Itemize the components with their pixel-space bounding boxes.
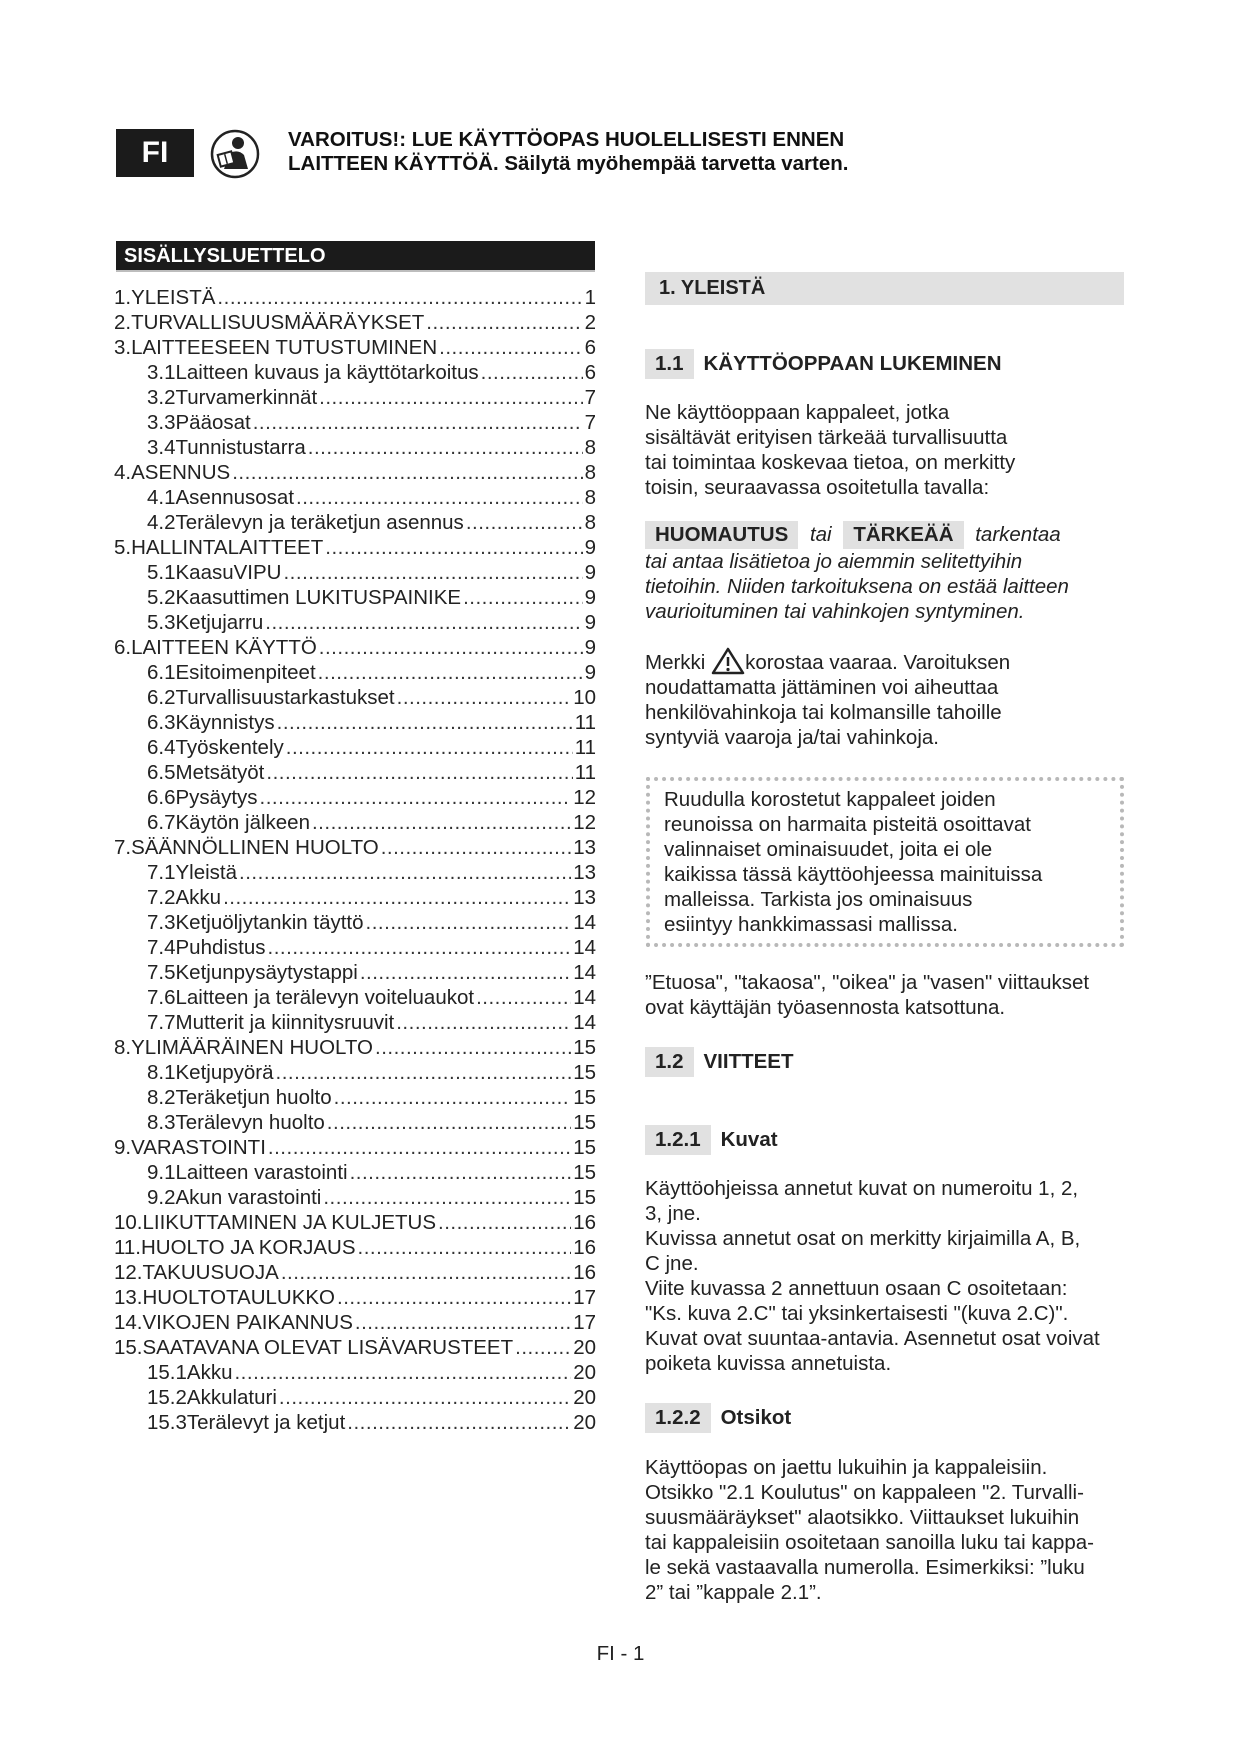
toc-item[interactable] (114, 961, 596, 986)
headings-paragraph (645, 1455, 1135, 1605)
toc-leader-dots (438, 1211, 571, 1235)
toc-item-page: 16 (573, 1261, 596, 1284)
text-fragment: korostaa vaaraa. Varoituksen (745, 651, 1011, 674)
text-line: vaurioituminen tai vahinkojen syntyminen. (645, 600, 1025, 623)
figures-paragraph (645, 1176, 1135, 1376)
toc-item[interactable] (114, 611, 596, 636)
toc-item-number: 3.4 (147, 436, 176, 459)
note-paragraph (645, 521, 1135, 624)
toc-item-number: 7.7 (147, 1011, 176, 1034)
toc-item-page: 9 (584, 586, 596, 609)
toc-leader-dots (323, 1186, 571, 1210)
toc-leader-dots (358, 1236, 572, 1260)
toc-leader-dots (277, 711, 573, 735)
toc-item-page: 9 (584, 611, 596, 634)
text-line: Käyttöohjeissa annetut kuvat on numeroitu 1, 2, (645, 1177, 1079, 1200)
toc-item[interactable] (114, 1036, 596, 1061)
text-line: 2” tai ”kappale 2.1”. (645, 1581, 822, 1604)
toc-leader-dots (319, 386, 582, 410)
toc-leader-dots (239, 861, 571, 885)
toc-leader-dots (234, 1361, 571, 1385)
toc-item-number: 4.1 (147, 486, 176, 509)
optional-features-box (646, 777, 1124, 947)
toc-item-label: Puhdistus (175, 936, 266, 959)
toc-item-number: 6.4 (147, 736, 176, 759)
toc-leader-dots (286, 736, 573, 760)
toc-item-page: 8 (584, 486, 596, 509)
toc-item-page: 20 (573, 1386, 596, 1409)
toc-item-number: 7.3 (147, 911, 176, 934)
huomautus-tag: HUOMAUTUS (645, 521, 798, 549)
toc-leader-dots (283, 561, 582, 585)
toc-item[interactable] (114, 811, 596, 836)
toc-item-label: Laitteen varastointi (175, 1161, 348, 1184)
toc-item-page: 1 (584, 286, 596, 309)
text-line: suusmääräykset" alaotsikko. Viittaukset lukuihin (645, 1506, 1080, 1529)
toc-leader-dots (476, 986, 571, 1010)
text-line: Käyttöopas on jaettu lukuihin ja kappaleisiin. (645, 1456, 1048, 1479)
toc-item-label: Ketjunpysäytystappi (175, 961, 358, 984)
toc-item-number: 6.5 (147, 761, 176, 784)
text-line: C jne. (645, 1252, 699, 1275)
toc-item-label: TAKUUSUOJA (142, 1261, 279, 1284)
toc-item-page: 12 (573, 786, 596, 809)
toc-item-page: 15 (573, 1161, 596, 1184)
toc-item[interactable] (114, 586, 596, 611)
text-line: esiintyy hankkimassasi mallissa. (664, 913, 958, 936)
toc-item-label: Akun varastointi (175, 1186, 322, 1209)
toc-leader-dots (281, 1261, 571, 1285)
toc-item-number: 1. (114, 286, 132, 309)
toc-leader-dots (515, 1336, 571, 1360)
toc-leader-dots (366, 911, 572, 935)
toc-item-number: 5.1 (147, 561, 176, 584)
toc-leader-dots (375, 1036, 571, 1060)
text-line: malleissa. Tarkista jos ominaisuus (664, 888, 973, 911)
toc-item[interactable] (114, 1236, 596, 1261)
toc-item-number: 9.2 (147, 1186, 176, 1209)
subsection-heading-1-1 (645, 349, 1002, 379)
toc-item-label: Laitteen kuvaus ja käyttötarkoitus (175, 361, 479, 384)
toc-item[interactable] (114, 286, 596, 311)
toc-item-label: SÄÄNNÖLLINEN HUOLTO (131, 836, 379, 859)
toc-item[interactable] (114, 761, 596, 786)
toc-item-label: LAITTEESEEN TUTUSTUMINEN (131, 336, 438, 359)
warning-line-2: LAITTEEN KÄYTTÖÄ. Säilytä myöhempää tarvetta varten. (288, 152, 849, 175)
toc-item-number: 7.5 (147, 961, 176, 984)
toc-leader-dots (396, 1011, 571, 1035)
toc-item-number: 3. (114, 336, 132, 359)
toc-item[interactable] (114, 886, 596, 911)
toc-item-page: 16 (573, 1211, 596, 1234)
toc-item[interactable] (114, 836, 596, 861)
subsection-heading-1-2 (645, 1047, 793, 1077)
toc-leader-dots (260, 786, 572, 810)
text-line: Kuvissa annetut osat on merkitty kirjaimilla A, B, (645, 1227, 1081, 1250)
toc-leader-dots (463, 586, 583, 610)
text-line: syntyviä vaaroja ja/tai vahinkoja. (645, 726, 939, 749)
toc-item-number: 4.2 (147, 511, 176, 534)
toc-item-label: VARASTOINTI (131, 1136, 266, 1159)
toc-leader-dots (466, 511, 583, 535)
toc-leader-dots (318, 661, 583, 685)
subsection-heading-1-2-2 (645, 1403, 791, 1433)
toc-item-page: 9 (584, 536, 596, 559)
toc-item-number: 15.1 (147, 1361, 187, 1384)
toc-item-number: 12. (114, 1261, 143, 1284)
text-line: kaikissa tässä käyttöohjeessa mainituissa (664, 863, 1043, 886)
tarkeaa-tag: TÄRKEÄÄ (843, 521, 963, 549)
note-first-word: tarkentaa (975, 523, 1061, 546)
direction-references-paragraph (645, 970, 1135, 1020)
text-line: Viite kuvassa 2 annettuun osaan C osoitetaan: (645, 1277, 1068, 1300)
toc-item[interactable] (114, 436, 596, 461)
toc-item[interactable] (114, 1136, 596, 1161)
page-number: FI - 1 (596, 1642, 645, 1665)
toc-item[interactable] (114, 711, 596, 736)
toc-leader-dots (337, 1286, 571, 1310)
subsection-title: Kuvat (720, 1128, 778, 1151)
toc-item-number: 3.1 (147, 361, 176, 384)
toc-item-page: 9 (584, 561, 596, 584)
subsection-number: 1.2.1 (645, 1125, 711, 1155)
toc-item-label: SAATAVANA OLEVAT LISÄVARUSTEET (142, 1336, 514, 1359)
text-line: tai kappaleisiin osoitetaan sanoilla luku tai kappa- (645, 1531, 1095, 1554)
subsection-number: 1.2.2 (645, 1403, 711, 1433)
toc-item-page: 17 (573, 1311, 596, 1334)
warning-header (288, 128, 948, 176)
toc-item-label: HUOLTOTAULUKKO (142, 1286, 336, 1309)
section-title: 1. YLEISTÄ (645, 272, 1124, 305)
toc-item-number: 3.3 (147, 411, 176, 434)
text-line: 3, jne. (645, 1202, 701, 1225)
toc-leader-dots (397, 686, 572, 710)
toc-item[interactable] (114, 861, 596, 886)
toc-item[interactable] (114, 1161, 596, 1186)
toc-item-label: Akku (175, 886, 222, 909)
toc-leader-dots (253, 411, 583, 435)
toc-item-page: 15 (573, 1111, 596, 1134)
toc-item-page: 13 (573, 861, 596, 884)
toc-item-page: 14 (573, 961, 596, 984)
toc-item-number: 7.6 (147, 986, 176, 1009)
text-line: tai toimintaa koskevaa tietoa, on merkitty (645, 451, 1016, 474)
toc-item[interactable] (114, 1111, 596, 1136)
text-line: valinnaiset ominaisuudet, joita ei ole (664, 838, 993, 861)
toc-item-number: 5. (114, 536, 132, 559)
toc-item-number: 5.2 (147, 586, 176, 609)
toc-item[interactable] (114, 511, 596, 536)
text-line: tietoihin. Niiden tarkoituksena on estää laitteen (645, 575, 1069, 598)
toc-leader-dots (347, 1411, 571, 1435)
toc-leader-dots (319, 636, 583, 660)
toc-leader-dots (312, 811, 571, 835)
text-line: Kuvat ovat suuntaa-antavia. Asennetut osat voivat (645, 1327, 1100, 1350)
toc-item[interactable] (114, 661, 596, 686)
toc-leader-dots (325, 536, 582, 560)
subsection-title: Otsikot (720, 1406, 792, 1429)
toc-item-label: Käynnistys (175, 711, 275, 734)
subsection-title: VIITTEET (703, 1050, 794, 1073)
toc-item-page: 17 (573, 1286, 596, 1309)
subsection-number: 1.1 (645, 349, 694, 379)
toc-item-page: 13 (573, 836, 596, 859)
toc-item[interactable] (114, 486, 596, 511)
toc-item[interactable] (114, 786, 596, 811)
toc-item-page: 8 (584, 511, 596, 534)
toc-item-page: 7 (584, 411, 596, 434)
toc-item[interactable] (114, 386, 596, 411)
toc-item-label: Kaasuttimen LUKITUSPAINIKE (175, 586, 462, 609)
text-line: Ruudulla korostetut kappaleet joiden (664, 788, 996, 811)
toc-item-page: 20 (573, 1361, 596, 1384)
subsection-number: 1.2 (645, 1047, 694, 1077)
toc-item-page: 2 (584, 311, 596, 334)
toc-item-page: 10 (573, 686, 596, 709)
toc-item[interactable] (114, 1286, 596, 1311)
toc-item-label: Turvallisuustarkastukset (175, 686, 395, 709)
toc-item-number: 6.6 (147, 786, 176, 809)
toc-item-number: 9.1 (147, 1161, 176, 1184)
toc-item-page: 15 (573, 1136, 596, 1159)
toc-item-number: 2. (114, 311, 132, 334)
toc-item-label: Laitteen ja terälevyn voiteluaukot (175, 986, 475, 1009)
toc-item[interactable] (114, 1411, 596, 1436)
toc-item-label: KaasuVIPU (175, 561, 282, 584)
text-line: le sekä vastaavalla numerolla. Esimerkiksi: ”luku (645, 1556, 1085, 1579)
toc-item-page: 6 (584, 336, 596, 359)
toc-item[interactable] (114, 311, 596, 336)
toc-item-page: 15 (573, 1061, 596, 1084)
text-line: poiketa kuvissa annetuista. (645, 1352, 892, 1375)
toc-item-page: 12 (573, 811, 596, 834)
toc-item-number: 7.2 (147, 886, 176, 909)
toc-item-label: Terälevyn ja teräketjun asennus (175, 511, 464, 534)
text-line: Otsikko "2.1 Koulutus" on kappaleen "2. Turvalli- (645, 1481, 1084, 1504)
warning-symbol-paragraph (645, 647, 1135, 750)
toc-item-number: 6.2 (147, 686, 176, 709)
toc-item-number: 15.2 (147, 1386, 187, 1409)
toc-item-label: Turvamerkinnät (175, 386, 318, 409)
toc-item-label: Terälevyt ja ketjut (186, 1411, 346, 1434)
toc-item-page: 20 (573, 1411, 596, 1434)
toc-item-label: Teräketjun huolto (175, 1086, 332, 1109)
toc-item-page: 13 (573, 886, 596, 909)
toc-item-page: 14 (573, 986, 596, 1009)
toc-item-label: Asennusosat (175, 486, 295, 509)
toc-item-label: ASENNUS (131, 461, 231, 484)
toc-item-number: 4. (114, 461, 132, 484)
toc-item-number: 6. (114, 636, 132, 659)
toc-item-label: Pääosat (175, 411, 251, 434)
toc-item-label: VIKOJEN PAIKANNUS (142, 1311, 353, 1334)
toc-item-page: 14 (573, 911, 596, 934)
toc-item-label: Ketjujarru (175, 611, 264, 634)
toc-item-label: Ketjupyörä (175, 1061, 274, 1084)
toc-list (114, 286, 596, 1436)
toc-item-label: TURVALLISUUSMÄÄRÄYKSET (131, 311, 425, 334)
toc-item[interactable] (114, 686, 596, 711)
text-line: noudattamatta jättäminen voi aiheuttaa (645, 676, 999, 699)
toc-item-page: 15 (573, 1186, 596, 1209)
toc-item[interactable] (114, 411, 596, 436)
toc-item[interactable] (114, 336, 596, 361)
toc-item[interactable] (114, 1011, 596, 1036)
toc-item-number: 13. (114, 1286, 143, 1309)
language-badge: FI (116, 129, 194, 177)
toc-item-label: Esitoimenpiteet (175, 661, 316, 684)
text-line: reunoissa on harmaita pisteitä osoittavat (664, 813, 1031, 836)
toc-item-label: Pysäytys (175, 786, 258, 809)
toc-item[interactable] (114, 736, 596, 761)
toc-item-number: 8.1 (147, 1061, 176, 1084)
toc-leader-dots (426, 311, 582, 335)
warning-line-1: VAROITUS!: LUE KÄYTTÖOPAS HUOLELLISESTI ENNEN (288, 128, 845, 151)
toc-item[interactable] (114, 361, 596, 386)
text-line: ”Etuosa", "takaosa", "oikea" ja "vasen" viittaukset (645, 971, 1090, 994)
toc-leader-dots (265, 611, 582, 635)
toc-item[interactable] (114, 1336, 596, 1361)
toc-leader-dots (268, 936, 572, 960)
text-line: Ne käyttöoppaan kappaleet, jotka (645, 401, 950, 424)
toc-item-label: Terälevyn huolto (175, 1111, 325, 1134)
toc-item-page: 6 (584, 361, 596, 384)
toc-leader-dots (334, 1086, 572, 1110)
toc-item-number: 6.1 (147, 661, 176, 684)
toc-item[interactable] (114, 636, 596, 661)
read-manual-icon (210, 129, 260, 179)
toc-item-number: 8.3 (147, 1111, 176, 1134)
text-line: ovat käyttäjän työasennosta katsottuna. (645, 996, 1006, 1019)
toc-leader-dots (217, 286, 582, 310)
toc-leader-dots (232, 461, 582, 485)
toc-item-label: Metsätyöt (175, 761, 265, 784)
text-line: tai antaa lisätietoa jo aiemmin selitettyihin (645, 550, 1023, 573)
toc-item-number: 15.3 (147, 1411, 187, 1434)
toc-leader-dots (350, 1161, 572, 1185)
toc-item[interactable] (114, 986, 596, 1011)
toc-item-page: 9 (584, 661, 596, 684)
toc-leader-dots (279, 1386, 571, 1410)
toc-item-page: 8 (584, 461, 596, 484)
toc-item-number: 7.1 (147, 861, 176, 884)
toc-item-number: 8.2 (147, 1086, 176, 1109)
toc-item-page: 8 (584, 436, 596, 459)
toc-item-page: 7 (584, 386, 596, 409)
toc-item-label: YLEISTÄ (131, 286, 216, 309)
toc-leader-dots (223, 886, 571, 910)
toc-item-label: Työskentely (175, 736, 284, 759)
toc-item[interactable] (114, 1061, 596, 1086)
toc-item-number: 15. (114, 1336, 143, 1359)
toc-item-label: LAITTEEN KÄYTTÖ (131, 636, 317, 659)
toc-item[interactable] (114, 561, 596, 586)
text-line: toisin, seuraavassa osoitetulla tavalla: (645, 476, 990, 499)
toc-item-number: 5.3 (147, 611, 176, 634)
toc-item[interactable] (114, 1261, 596, 1286)
toc-item-label: Mutterit ja kiinnitysruuvit (175, 1011, 395, 1034)
toc-item-page: 15 (573, 1036, 596, 1059)
toc-leader-dots (308, 436, 583, 460)
toc-item[interactable] (114, 1211, 596, 1236)
toc-item[interactable] (114, 1311, 596, 1336)
toc-item-number: 10. (114, 1211, 143, 1234)
toc-item[interactable] (114, 1386, 596, 1411)
toc-item-label: Ketjuöljytankin täyttö (175, 911, 364, 934)
toc-item-label: Akkulaturi (186, 1386, 277, 1409)
toc-item-number: 11. (114, 1236, 141, 1259)
toc-item-page: 16 (573, 1236, 596, 1259)
toc-item-page: 9 (584, 636, 596, 659)
toc-item-page: 20 (573, 1336, 596, 1359)
toc-item[interactable] (114, 911, 596, 936)
subsection-title: KÄYTTÖOPPAAN LUKEMINEN (703, 352, 1002, 375)
toc-item-label: LIIKUTTAMINEN JA KULJETUS (142, 1211, 437, 1234)
toc-leader-dots (355, 1311, 571, 1335)
toc-item-number: 3.2 (147, 386, 176, 409)
toc-item-label: Akku (186, 1361, 233, 1384)
text-fragment: Merkki (645, 651, 706, 674)
toc-leader-dots (327, 1111, 571, 1135)
toc-item-page: 15 (573, 1086, 596, 1109)
toc-leader-dots (268, 1136, 571, 1160)
toc-item[interactable] (114, 936, 596, 961)
intro-paragraph (645, 400, 1135, 500)
toc-item[interactable] (114, 1186, 596, 1211)
toc-item[interactable] (114, 536, 596, 561)
toc-item-page: 11 (574, 711, 596, 734)
toc-item-number: 8. (114, 1036, 132, 1059)
text-line: henkilövahinkoja tai kolmansille tahoille (645, 701, 1002, 724)
toc-item[interactable] (114, 461, 596, 486)
toc-item-label: Yleistä (175, 861, 238, 884)
toc-item[interactable] (114, 1361, 596, 1386)
toc-item[interactable] (114, 1086, 596, 1111)
toc-leader-dots (439, 336, 582, 360)
text-line: "Ks. kuva 2.C" tai yksinkertaisesti "(kuva 2.C)". (645, 1302, 1069, 1325)
toc-leader-dots (276, 1061, 572, 1085)
toc-item-label: Käytön jälkeen (175, 811, 310, 834)
toc-item-number: 9. (114, 1136, 132, 1159)
toc-item-page: 11 (574, 736, 596, 759)
toc-item-number: 7.4 (147, 936, 176, 959)
toc-leader-dots (360, 961, 571, 985)
toc-item-page: 14 (573, 936, 596, 959)
toc-item-number: 7. (114, 836, 132, 859)
toc-item-page: 14 (573, 1011, 596, 1034)
toc-leader-dots (266, 761, 572, 785)
or-text: tai (809, 523, 832, 546)
toc-item-label: HUOLTO JA KORJAUS (140, 1236, 356, 1259)
toc-leader-dots (296, 486, 583, 510)
warning-triangle-icon (711, 647, 745, 675)
toc-title: SISÄLLYSLUETTELO (116, 241, 595, 272)
toc-leader-dots (481, 361, 583, 385)
toc-item-number: 6.7 (147, 811, 176, 834)
subsection-heading-1-2-1 (645, 1125, 778, 1155)
toc-item-number: 6.3 (147, 711, 176, 734)
toc-item-page: 11 (574, 761, 596, 784)
text-line: sisältävät erityisen tärkeää turvallisuutta (645, 426, 1008, 449)
toc-leader-dots (381, 836, 571, 860)
toc-item-label: YLIMÄÄRÄINEN HUOLTO (131, 1036, 373, 1059)
toc-item-number: 14. (114, 1311, 143, 1334)
toc-item-label: Tunnistustarra (175, 436, 306, 459)
toc-item-label: HALLINTALAITTEET (131, 536, 324, 559)
